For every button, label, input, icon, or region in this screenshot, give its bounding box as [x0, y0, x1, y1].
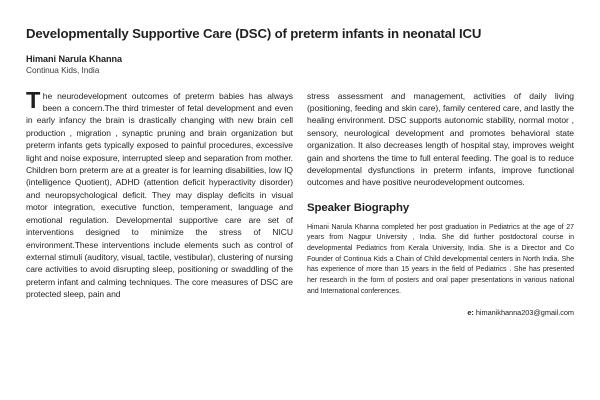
speaker-biography-heading: Speaker Biography [307, 201, 410, 214]
email-label: e: [467, 308, 474, 318]
speaker-biography-text: Himani Narula Khanna completed her post graduation in Pediatrics at the age of 27 years from Nagpur University , India. She did further postdoctoral course in developmental Pediatrics from Kerala University, India. She is a Director and Co Founder of Continua Kids a Chain of Child developmental centers in North India. She has experience of more than 15 years in the field of Pediatrics . She has presented her research in the form of posters and oral paper presentations in various national and International conferences. [307, 223, 574, 295]
email-address[interactable]: himanikhanna203@gmail.com [475, 308, 574, 318]
left-column [26, 86, 293, 301]
page-title: Developmentally Supportive Care (DSC) of preterm infants in neonatal ICU [26, 26, 482, 41]
abstract-left-paragraph: The neurodevelopment outcomes of preterm babies has always been a concern.The third trimester of fetal development and even in early infancy the brain is drastically changing with new brain cell production , migration , synaptic pruning and brain organization but preterm infants gets typically exposed to painful procedures, excessive light and noise exposure, interrupted sleep and separation from mother. Children born preterm are at a greater is for learning disabilities, low IQ (intelligence Quotient), ADHD (attention deficit hyperactivity disorder) and neuropsychological deficit. They may display deficits in visual motor integration, executive function, temperament, language and emotional regulation. Developmental supportive care are set of interventions designed to minimize the stress of NICU environment.These interventions include elements such as control of external stimuli (auditory, visual, tactile, vestibular), clustering of nursing care activities to avoid disrupting sleep, positioning or swaddling of the preterm infant and calming techniques. The core measures of DSC are protected sleep, pain and [26, 86, 293, 300]
contact-email-line [307, 308, 574, 318]
two-column-body [26, 86, 574, 319]
author-name: Himani Narula Khanna [26, 53, 123, 64]
right-column [307, 90, 574, 319]
author-affiliation: Continua Kids, India [26, 65, 100, 76]
author-block [26, 54, 538, 77]
abstract-right-paragraph: stress assessment and management, activities of daily living (positioning, feeding and skin care), family centered care, and lastly the healing environment. DSC supports autonomic stability, normal motor , sensory, neurological development and promotes behavioral state organization. It also decreases length of hospital stay, improves weight gain and shortens the time to full enteral feeding. The goal is to reduce developmental dysfunctions in preterm infants, improve functional outcomes and have positive neurodevelopment outcomes. [307, 90, 574, 188]
